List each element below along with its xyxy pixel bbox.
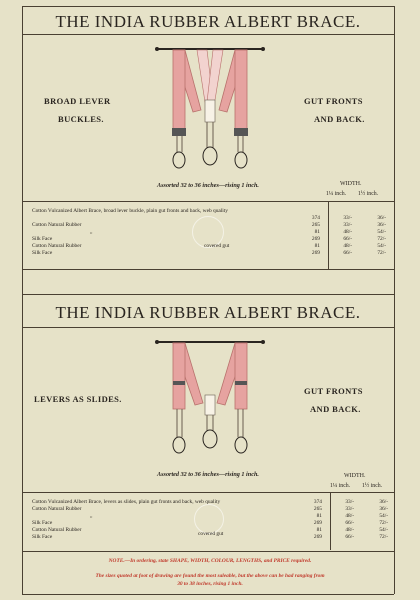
section2-row-price-a: 33/- [345, 499, 354, 505]
section1-row-desc: Silk Face [32, 250, 53, 256]
brace-illustration-levers-as-slides [155, 333, 265, 463]
section2-row-code: 269 [313, 534, 322, 540]
top-rule [22, 6, 394, 7]
section1-row-price-a: 66/- [343, 236, 352, 242]
section2-row-code: 81 [316, 513, 322, 519]
section1-row-code: 374 [311, 215, 320, 221]
section1-row-price-b: 72/- [377, 236, 386, 242]
section1-left-line2: BUCKLES. [58, 114, 104, 124]
section1-width-label: WIDTH. [340, 181, 362, 187]
section2-top-rule [22, 294, 394, 295]
section2-caption: Assorted 32 to 36 inches—rising 1 inch. [157, 471, 259, 478]
section2-row-price-a: 66/- [345, 520, 354, 526]
section1-row-desc: Cotton Natural Rubber [32, 243, 82, 249]
section1-row-price-b: 54/- [377, 243, 386, 249]
section1-row-desc: Cotton Natural Rubber [32, 222, 82, 228]
section1-row-desc: Silk Face [32, 236, 53, 242]
section2-row-desc: „ [90, 513, 93, 519]
section2-row-desc: Silk Face [32, 534, 53, 540]
section1-row-desc: „ [90, 229, 93, 235]
section1-row-code: 265 [311, 222, 320, 228]
section2-col-divider [330, 492, 331, 550]
section2-row-price-b: 36/- [379, 499, 388, 505]
section1-table-rule [22, 201, 394, 202]
section2-bottom-rule [22, 551, 394, 552]
footer-note-range: 30 to 38 inches, rising 1 inch. [177, 581, 243, 587]
section2-left-line1: LEVERS AS SLIDES. [34, 394, 122, 404]
section1-row-price-b: 54/- [377, 229, 386, 235]
section1-size-a: 1¼ inch. [326, 191, 347, 197]
section2-row-desc: Cotton Natural Rubber [32, 506, 82, 512]
section1-size-b: 1½ inch. [358, 191, 379, 197]
section2-row-code: 269 [313, 520, 322, 526]
section1-row-code: 81 [314, 243, 320, 249]
section1-bottom-rule [22, 269, 394, 270]
footer-note-sizes: The sizes quoted at foot of drawing are found the most saleable, but the above can be had ranging from [95, 573, 325, 579]
section1-row-price-a: 33/- [343, 222, 352, 228]
section2-size-b: 1½ inch. [362, 483, 383, 489]
section2-row-price-b: 54/- [379, 527, 388, 533]
section1-right-line2: AND BACK. [314, 114, 365, 124]
section1-col-divider [328, 201, 329, 269]
section1-row-price-a: 48/- [343, 243, 352, 249]
section1-row-price-b: 36/- [377, 215, 386, 221]
section1-title-rule [22, 34, 394, 35]
section2-size-a: 1¼ inch. [330, 483, 351, 489]
right-border [394, 6, 395, 594]
section1-left-line1: BROAD LEVER [44, 96, 111, 106]
section2-row-desc: Cotton Natural Rubber [32, 527, 82, 533]
section2-row-price-b: 72/- [379, 520, 388, 526]
section2-row-price-b: 36/- [379, 506, 388, 512]
section2-width-label: WIDTH. [344, 473, 366, 479]
section2-row-price-a: 33/- [345, 506, 354, 512]
section1-row-price-a: 33/- [343, 215, 352, 221]
section2-row-code: 81 [316, 527, 322, 533]
section2-row-price-a: 48/- [345, 513, 354, 519]
section2-row-price-b: 72/- [379, 534, 388, 540]
section1-caption: Assorted 32 to 36 inches—rising 1 inch. [157, 182, 259, 189]
section1-covered-gut: covered gut [204, 243, 230, 249]
section2-table-rule [22, 492, 394, 493]
section2-right-line2: AND BACK. [310, 404, 361, 414]
section2-row-price-a: 66/- [345, 534, 354, 540]
footer-note-ordering: NOTE.—In ordering, state SHAPE, WIDTH, COLOUR, LENGTHS, and PRICE required. [108, 558, 312, 564]
section2-row-price-b: 54/- [379, 513, 388, 519]
section1-row-code: 269 [311, 250, 320, 256]
section2-right-line1: GUT FRONTS [304, 386, 363, 396]
section2-row-desc: Cotton Vulcanized Albert Brace, levers as slides, plain gut fronts and back, web quality [32, 499, 221, 505]
section2-row-code: 265 [313, 506, 322, 512]
left-border [22, 6, 23, 594]
section1-row-price-b: 72/- [377, 250, 386, 256]
section1-row-code: 269 [311, 236, 320, 242]
section1-row-desc: Cotton Vulcanized Albert Brace, broad lever buckle, plain gut fronts and back, web quality [32, 208, 228, 214]
section2-title-rule [22, 327, 394, 328]
section2-row-code: 374 [313, 499, 322, 505]
section1-right-line1: GUT FRONTS [304, 96, 363, 106]
brace-illustration-broad-lever [155, 40, 265, 175]
section1-row-price-b: 36/- [377, 222, 386, 228]
watermark-seal [194, 504, 224, 534]
section1-title: THE INDIA RUBBER ALBERT BRACE. [55, 12, 361, 31]
section1-row-price-a: 66/- [343, 250, 352, 256]
section2-row-desc: Silk Face [32, 520, 53, 526]
section2-title: THE INDIA RUBBER ALBERT BRACE. [55, 303, 361, 322]
section1-row-code: 81 [314, 229, 320, 235]
section2-covered-gut: covered gut [198, 531, 224, 537]
section1-row-price-a: 48/- [343, 229, 352, 235]
bottom-rule [22, 594, 394, 595]
section2-row-price-a: 48/- [345, 527, 354, 533]
